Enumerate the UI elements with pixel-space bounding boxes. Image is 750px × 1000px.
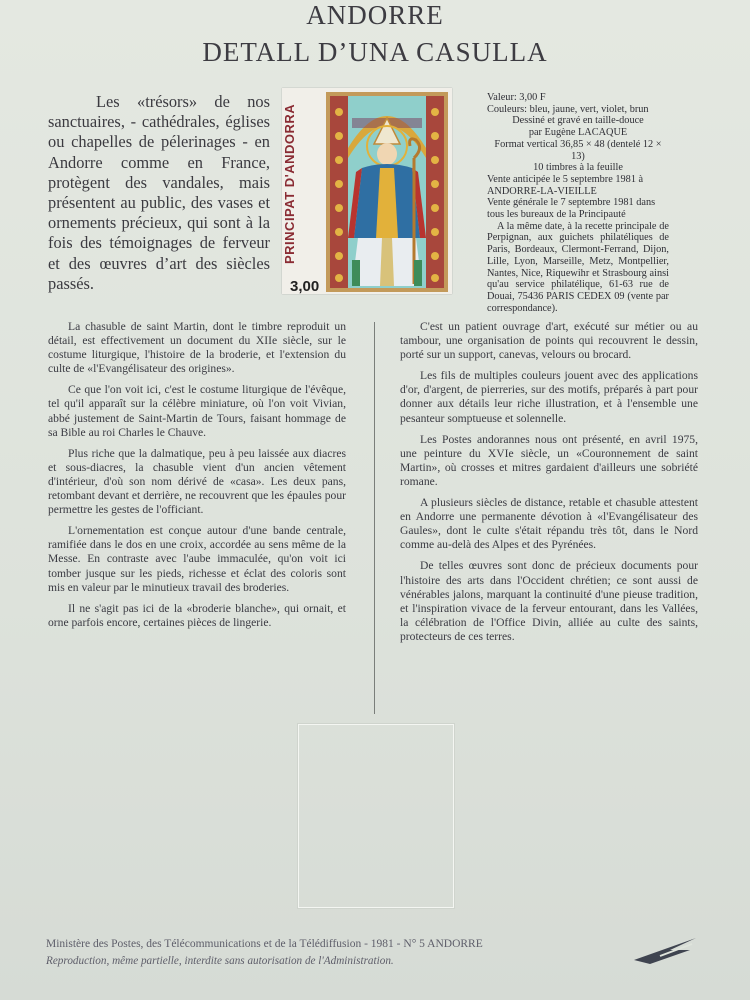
paragraph: L'ornementation est conçue autour d'une bande centrale, ramifiée dans le dos en une croix, accordée au sens même de la Messe. En contraste avec l'aube immaculée, qu'on voit ici tomber jusque sur les pieds, richesse et éclat des coloris sont mis en valeur par le minutieux travail des broderies. <box>48 524 346 594</box>
paragraph: La chasuble de saint Martin, dont le timbre reproduit un détail, est effectivement un document du XIIe siècle, sur le costume liturgique, l'histoire de la broderie, et l'extension du culte de «l'Evangélisateur des origines». <box>48 320 346 376</box>
paragraph: Ce que l'on voit ici, c'est le costume liturgique de l'évêque, tel qu'il apparaît sur la célèbre miniature, où l'on voit Vivian, abbé justement de Saint-Martin de Tours, faisant hommage de sa Bible au roi Charles le Chauve. <box>48 383 346 439</box>
stamp-face-value: 3,00 <box>290 278 320 295</box>
paragraph: Plus riche que la dalmatique, peu à peu laissée aux diacres et sous-diacres, la chasuble vient d'un ancien vêtement d'intérieur, d'où son nom dérivé de «casa». Les deux pans, retombant devant et derrière, ne recouvrent que les épaules pour permettre les gestes de l'officiant. <box>48 446 346 517</box>
paragraph: Les fils de multiples couleurs jouent avec des applications d'or, d'argent, de pierreries, sur des motifs, préparés à part pour donner aux détails leur riche illustration, et à l'ensemble une pesanteur somptueuse et solennelle. <box>400 369 698 425</box>
stamp-country-label: PRINCIPAT D'ANDORRA <box>282 103 297 265</box>
spec-line: Dessiné et gravé en taille-douce <box>512 115 644 127</box>
paragraph: C'est un patient ouvrage d'art, exécuté sur métier ou au tambour, une organisation de points qui recouvrent le dessin, porté sur un support, canevas, velours ou brocard. <box>400 320 698 362</box>
page-title: ANDORRE <box>306 0 444 30</box>
left-text-column <box>48 320 346 637</box>
empty-stamp-frame <box>298 724 454 908</box>
spec-line: par Eugène LACAQUE <box>528 127 628 139</box>
spec-line: Format vertical 36,85 × 48 (dentelé 12 × 13) <box>494 138 662 162</box>
page-subtitle: DETALL D’UNA CASULLA <box>202 37 548 67</box>
footer-notice: Reproduction, même partielle, interdite sans autorisation de l'Administration. <box>46 955 394 967</box>
paragraph: Les Postes andorannes nous ont présenté, en avril 1975, une peinture du XVIe siècle, un «Couronnement de saint Martin», où crosses et mitres gardaient d'ailleurs une sobriété romane. <box>400 432 698 488</box>
spec-line: A la même date, à la recette principale de Perpignan, aux guichets philatéliques de Paris, Bordeaux, Clermont-Ferrand, Dijon, Lille, Lyon, Marseille, Metz, Montpellier, Nantes, Nice, Riquewihr et Strasbourg ainsi qu'au service philatélique, 61-63 rue de Douai, 75436 PARIS CEDEX 09 (vente par correspondance). <box>487 220 669 314</box>
spec-line: Vente anticipée le 5 septembre 1981 à ANDORRE-LA-VIEILLE <box>487 173 644 197</box>
paragraph: Il ne s'agit pas ici de la «broderie blanche», qui ornait, et orne parfois encore, certaines pièces de lingerie. <box>48 601 346 629</box>
paragraph: De telles œuvres sont donc de précieux documents pour l'histoire des arts dans l'Occident chrétien; ce sont aussi de vénérables jalons, marquant la continuité d'une pieuse tradition, et l'inspiration vivace de la ferveur entourant, dans les Vallées, la célébration de l'Office Divin, alliée au culte des saints, protecteurs de ces terres. <box>400 559 698 643</box>
intro-paragraph: Les «trésors» de nos sanctuaires, - cathédrales, églises ou chapelles de pélerinages - en Andorre comme en France, protègent des vandales, mais présentent au public, des vases et ornements précieux, qui sont à la fois des témoignages de ferveur et des œuvres d’art des siècles passés. <box>48 92 270 293</box>
spec-line: 10 timbres à la feuille <box>533 162 623 174</box>
poste-bird-logo <box>630 920 702 970</box>
spec-line: Couleurs: bleu, jaune, vert, violet, brun <box>487 103 649 115</box>
column-divider <box>374 322 375 714</box>
footer-publisher: Ministère des Postes, des Télécommunications et de la Télédiffusion - 1981 - N° 5 ANDORRE <box>46 938 483 950</box>
spec-line: Valeur: 3,00 F <box>487 92 546 103</box>
spec-line: Vente générale le 7 septembre 1981 dans tous les bureaux de la Principauté <box>487 197 656 221</box>
paragraph: A plusieurs siècles de distance, retable et chasuble attestent en Andorre une permanente dévotion à «l'Evangélisateur des Gaules», dont le culte s'était répandu très tôt, dans le Nord comme au-delà des Alpes et des Pyrénées. <box>400 496 698 552</box>
stamp-specifications <box>487 92 669 314</box>
right-text-column <box>400 320 698 651</box>
